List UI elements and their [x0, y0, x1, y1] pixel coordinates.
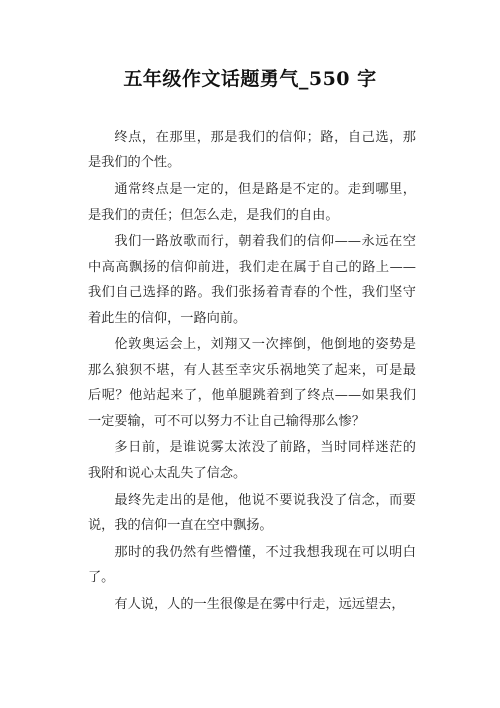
- document-title: 五年级作文话题勇气_550 字: [123, 68, 377, 90]
- paragraph: 多日前，是谁说雾太浓没了前路，当时同样迷茫的我附和说心太乱失了信念。: [88, 440, 416, 481]
- document-body: [88, 125, 416, 619]
- paragraph: 终点，在那里，那是我们的信仰；路，自己选，那是我们的个性。: [88, 130, 416, 171]
- paragraph: 最终先走出的是他，他说不要说我没了信念，而要说，我的信仰一直在空中飘扬。: [88, 492, 416, 534]
- paragraph: 有人说，人的一生很像是在雾中行走，远远望去，: [114, 597, 405, 613]
- paragraph: 伦敦奥运会上，刘翔又一次摔倒，他倒地的姿势是那么狼狈不堪，有人甚至幸灾乐祸地笑了起来，可是最后呢？他站起来了，他单腿跳着到了终点——如果我们一定要输，可不可以努力不让自己输得那么惨？: [88, 337, 416, 429]
- paragraph: 通常终点是一定的，但是路是不定的。走到哪里，是我们的责任；但怎么走，是我们的自由。: [88, 182, 416, 223]
- paragraph: 那时的我仍然有些懵懂，不过我想我现在可以明白了。: [88, 544, 416, 586]
- paragraph: 我们一路放歌而行，朝着我们的信仰——永远在空中高高飘扬的信仰前进，我们走在属于自己的路上——我们自己选择的路。我们张扬着青春的个性，我们坚守着此生的信仰，一路向前。: [88, 234, 416, 326]
